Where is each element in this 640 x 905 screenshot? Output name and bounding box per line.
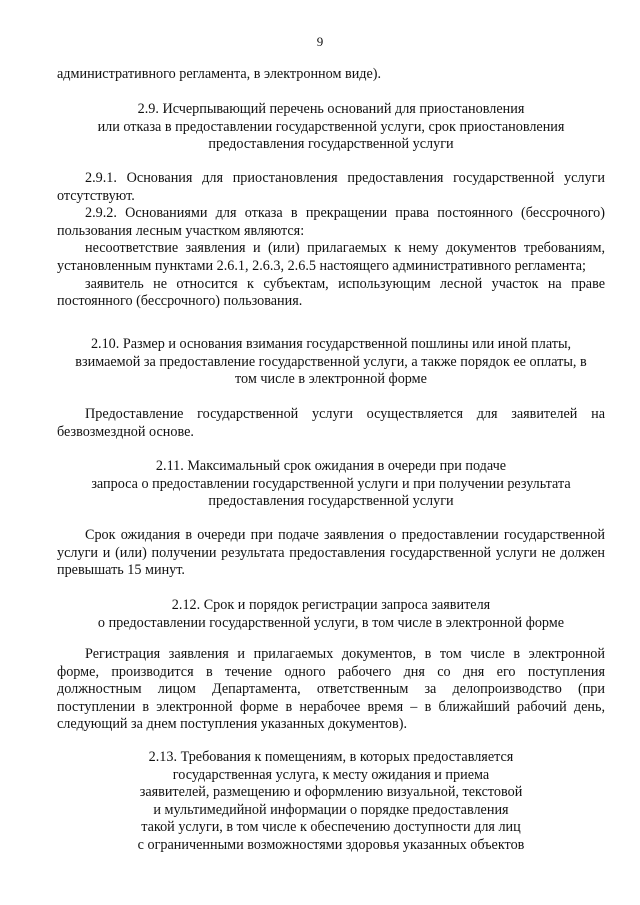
paragraph-registration: Регистрация заявления и прилагаемых документов, в том числе в электронной форме, производится в течение одного рабочего дня со дня его поступления должностным лицом Департамента, ответственным за делопроизводство (при поступлении в электронной форме в нерабочее время – в ближайший рабочий день, следующий за днем поступления указанных документов).	[57, 646, 605, 733]
text-block	[57, 101, 605, 154]
paragraph-2-9-1: 2.9.1. Основания для приостановления предоставления государственной услуги отсутствуют.	[57, 170, 605, 204]
section-heading-2-9: 2.9. Исчерпывающий перечень оснований для приостановления или отказа в предоставлении государственной услуги, срок приостановления предоставления государственной услуги	[97, 101, 565, 153]
text-block	[57, 597, 605, 632]
paragraph-2-9-2: 2.9.2. Основаниями для отказа в прекращении права постоянного (бессрочного) пользования лесным участком являются:	[57, 205, 605, 239]
section-heading-2-12: 2.12. Срок и порядок регистрации запроса заявителя о предоставлении государственной услуги, в том числе в электронной форме	[97, 597, 565, 631]
text-block	[57, 527, 605, 580]
section-heading-2-13: 2.13. Требования к помещениям, в которых предоставляется государственная услуга, к месту ожидания и приема заявителей, размещению и оформлению визуальной, текстовой и мультимедийной информации о порядке предоставления такой услуги, в том числе к обеспечению доступности для лиц с ограниченными возможностями здоровья указанных объектов	[137, 749, 525, 853]
text-block	[57, 66, 605, 84]
text-block	[57, 170, 605, 311]
text-block	[57, 336, 605, 389]
paragraph-refusal-ground-2: заявитель не относится к субъектам, использующим лесной участок на праве постоянного (бессрочного) пользования.	[57, 275, 605, 310]
text-block	[57, 458, 605, 511]
text-block	[57, 646, 605, 734]
paragraph-continuation: административного регламента, в электронном виде).	[57, 66, 382, 82]
text-block	[57, 406, 605, 441]
section-heading-2-10: 2.10. Размер и основания взимания государственной пошлины или иной платы, взимаемой за предоставление государственной услуги, а также порядок ее оплаты, в том числе в электронной форме	[75, 336, 587, 388]
page-number: 9	[316, 34, 324, 49]
paragraph-refusal-ground-1: несоответствие заявления и (или) прилагаемых к нему документов требованиям, установленным пунктами 2.6.1, 2.6.3, 2.6.5 настоящего административного регламента;	[57, 240, 605, 274]
text-block	[57, 749, 605, 855]
paragraph-free-of-charge: Предоставление государственной услуги осуществляется для заявителей на безвозмездной основе.	[57, 406, 605, 440]
paragraph-waiting-time: Срок ожидания в очереди при подаче заявления о предоставлении государственной услуги и (или) получении результата предоставления государственной услуги не должен превышать 15 минут.	[57, 527, 605, 579]
section-heading-2-11: 2.11. Максимальный срок ожидания в очереди при подаче запроса о предоставлении государственной услуги и при получении результата предоставления государственной услуги	[91, 458, 571, 510]
